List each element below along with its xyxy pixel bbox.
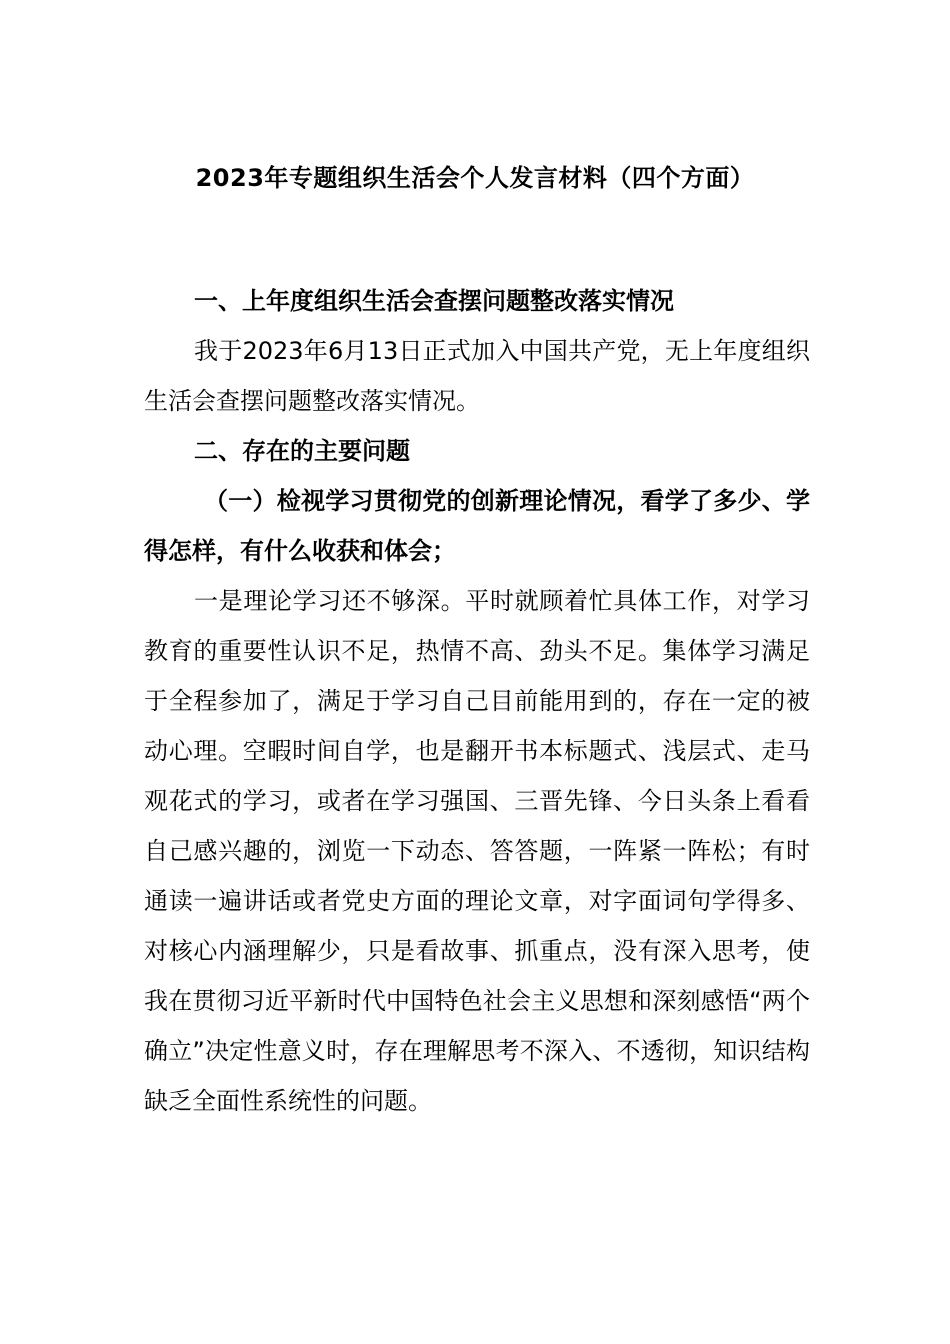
section-paragraph-1: 我于2023年6月13日正式加入中国共产党，无上年度组织生活会查摆问题整改落实情况。 (144, 337, 810, 415)
subsection-heading-1: （一）检视学习贯彻党的创新理论情况，看学了多少、学得怎样，有什么收获和体会； (144, 487, 810, 565)
section-heading-2: 二、存在的主要问题 (194, 437, 410, 465)
subsection-paragraph-1: 一是理论学习还不够深。平时就顾着忙具体工作，对学习教育的重要性认识不足，热情不高、劲头不足。集体学习满足于全程参加了，满足于学习自己目前能用到的，存在一定的被动心理。空暇时间自学，也是翻开书本标题式、浅层式、走马观花式的学习，或者在学习强国、三晋先锋、今日头条上看看自己感兴趣的，浏览一下动态、答答题，一阵紧一阵松；有时通读一遍讲话或者党史方面的理论文章，对字面词句学得多、对核心内涵理解少，只是看故事、抓重点，没有深入思考，使我在贯彻习近平新时代中国特色社会主义思想和深刻感悟“两个确立”决定性意义时，存在理解思考不深入、不透彻，知识结构缺乏全面性系统性的问题。 (144, 587, 810, 1115)
document-body (144, 276, 810, 1126)
document-title: 2023年专题组织生活会个人发言材料（四个方面） (195, 164, 755, 192)
section-heading-1: 一、上年度组织生活会查摆问题整改落实情况 (194, 287, 674, 315)
